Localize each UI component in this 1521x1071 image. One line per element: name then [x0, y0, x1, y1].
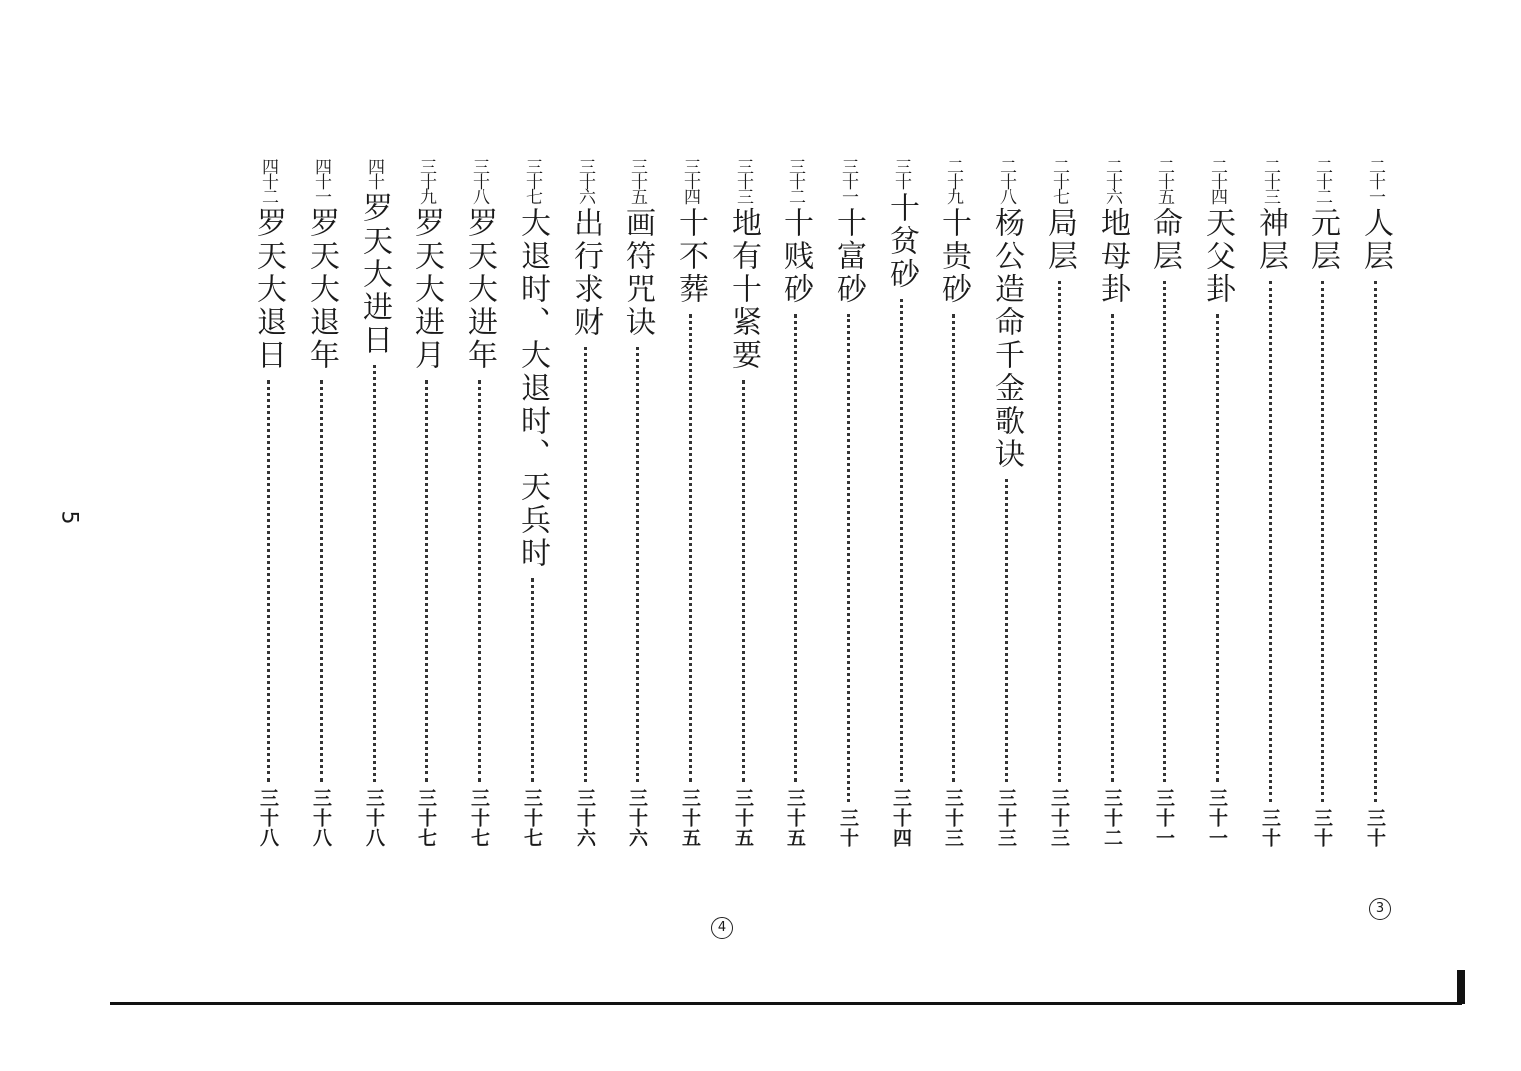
- dot-leader: [636, 347, 639, 782]
- toc-entry: [1355, 158, 1395, 848]
- dot-leader: [1163, 281, 1166, 782]
- toc-entry-title: 画符咒诀: [620, 207, 655, 339]
- toc-entry: [828, 158, 868, 848]
- toc-entry-number: 二十五: [1154, 158, 1174, 203]
- toc-entry-number: 三十一: [838, 158, 858, 203]
- toc-entry: [723, 158, 763, 848]
- dot-leader: [1269, 281, 1272, 802]
- toc-entry-title: 罗天大进年: [462, 207, 497, 372]
- toc-entry-page: 三十三: [942, 788, 964, 848]
- page-number: 5: [56, 510, 82, 525]
- toc-entry-number: 三十八: [469, 158, 489, 203]
- toc-entry: [933, 158, 973, 848]
- dot-leader: [952, 314, 955, 782]
- toc-entry-title: 大退时、大退时、天兵时: [515, 207, 550, 570]
- toc-entry-title: 罗天大进月: [409, 207, 444, 372]
- dot-leader: [478, 380, 481, 782]
- toc-entry-number: 二十七: [1049, 158, 1069, 203]
- toc-entry-page: 三十三: [995, 788, 1017, 848]
- toc-entry: [459, 158, 499, 848]
- toc-entry-title: 十不葬: [673, 207, 708, 306]
- toc-entry-page: 三十五: [679, 788, 701, 848]
- toc-entry-title: 出行求财: [568, 207, 603, 339]
- toc-entry-title: 人层: [1358, 207, 1393, 273]
- toc-entry-title: 神层: [1253, 207, 1288, 273]
- toc-entry-title: 地有十紧要: [726, 207, 761, 372]
- toc-entry-title: 杨公造命千金歌诀: [989, 207, 1024, 471]
- toc-entry: [354, 158, 394, 848]
- toc-entry-title: 罗天大进日: [357, 192, 392, 357]
- toc-entry-number: 三十九: [416, 158, 436, 203]
- toc-entry-title: 十富砂: [831, 207, 866, 306]
- toc-entry-title: 地母卦: [1095, 207, 1130, 306]
- toc-entry-number: 四十二: [258, 158, 278, 203]
- toc-entry-number: 三十三: [733, 158, 753, 203]
- toc-entry-page: 三十四: [890, 788, 912, 848]
- toc-entry: [1302, 158, 1342, 848]
- dot-leader: [1321, 281, 1324, 802]
- toc-entry: [1144, 158, 1184, 848]
- toc-entry: [512, 158, 552, 848]
- dot-leader: [742, 380, 745, 782]
- toc-entry-page: 三十一: [1206, 788, 1228, 848]
- toc-entry-number: 三十二: [785, 158, 805, 203]
- toc-entry-page: 三十七: [521, 788, 543, 848]
- toc-entry: [670, 158, 710, 848]
- toc-entry-title: 局层: [1042, 207, 1077, 273]
- dot-leader: [847, 314, 850, 802]
- toc-entry: [1039, 158, 1079, 848]
- toc-entry-page: 三十: [837, 808, 859, 848]
- dot-leader: [1216, 314, 1219, 782]
- toc-entry: [617, 158, 657, 848]
- toc-entry-page: 三十: [1259, 808, 1281, 848]
- dot-leader: [320, 380, 323, 782]
- toc-entry-number: 二十四: [1207, 158, 1227, 203]
- toc-entry-page: 三十八: [257, 788, 279, 848]
- circled-marker-4: 4: [711, 917, 733, 939]
- toc-entry-number: 二十九: [943, 158, 963, 203]
- dot-leader: [584, 347, 587, 782]
- toc-entry-number: 三十七: [522, 158, 542, 203]
- circled-marker-3: 3: [1369, 898, 1391, 920]
- dot-leader: [689, 314, 692, 782]
- toc-entry-number: 二十一: [1365, 158, 1385, 203]
- toc-entry: [406, 158, 446, 848]
- dot-leader: [1374, 281, 1377, 802]
- toc-entry-title: 命层: [1147, 207, 1182, 273]
- toc-entry-number: 三十四: [680, 158, 700, 203]
- toc-entry: [1250, 158, 1290, 848]
- toc-entry-title: 罗天大退年: [304, 207, 339, 372]
- dot-leader: [373, 365, 376, 782]
- toc-entry: [1092, 158, 1132, 848]
- toc-entry-title: 十贫砂: [884, 192, 919, 291]
- toc-entry-page: 三十七: [415, 788, 437, 848]
- dot-leader: [794, 314, 797, 782]
- dot-leader: [900, 299, 903, 782]
- toc-entry-title: 十贱砂: [778, 207, 813, 306]
- dot-leader: [1111, 314, 1114, 782]
- toc-entry-number: 四十一: [311, 158, 331, 203]
- toc-entry-page: 三十六: [626, 788, 648, 848]
- toc-entry-number: 三十五: [627, 158, 647, 203]
- dot-leader: [1005, 479, 1008, 782]
- dot-leader: [531, 578, 534, 782]
- toc-entry-number: 四十: [364, 158, 384, 188]
- toc-entry-number: 二十六: [1102, 158, 1122, 203]
- dot-leader: [1058, 281, 1061, 782]
- toc-entry-page: 三十八: [310, 788, 332, 848]
- toc-entry: [1197, 158, 1237, 848]
- dot-leader: [425, 380, 428, 782]
- toc-entry-page: 三十七: [468, 788, 490, 848]
- toc-entry-number: 二十三: [1260, 158, 1280, 203]
- toc-entry-title: 十贵砂: [936, 207, 971, 306]
- toc-entry-page: 三十二: [1101, 788, 1123, 848]
- toc-entry: [986, 158, 1026, 848]
- toc-entry: [565, 158, 605, 848]
- toc-entry-number: 二十二: [1312, 158, 1332, 203]
- toc-entry-number: 三十六: [575, 158, 595, 203]
- toc-entry-page: 三十五: [784, 788, 806, 848]
- toc-entry-page: 三十三: [1048, 788, 1070, 848]
- dot-leader: [267, 380, 270, 782]
- toc-entry-page: 三十一: [1153, 788, 1175, 848]
- toc-entry-page: 三十: [1364, 808, 1386, 848]
- toc-entry: [248, 158, 288, 848]
- toc-entry: [301, 158, 341, 848]
- toc-entry-title: 罗天大退日: [251, 207, 286, 372]
- rule-end-mark: [1457, 970, 1465, 1004]
- toc-entry-title: 元层: [1305, 207, 1340, 273]
- toc-entry-page: 三十: [1311, 808, 1333, 848]
- toc-entry-title: 天父卦: [1200, 207, 1235, 306]
- toc-entry-number: 三十: [891, 158, 911, 188]
- toc-entry: [775, 158, 815, 848]
- bottom-rule: [110, 1002, 1462, 1005]
- toc-entry-number: 二十八: [996, 158, 1016, 203]
- toc-entry-page: 三十六: [574, 788, 596, 848]
- toc-entry: [881, 158, 921, 848]
- toc-entry-page: 三十五: [732, 788, 754, 848]
- toc-entry-page: 三十八: [363, 788, 385, 848]
